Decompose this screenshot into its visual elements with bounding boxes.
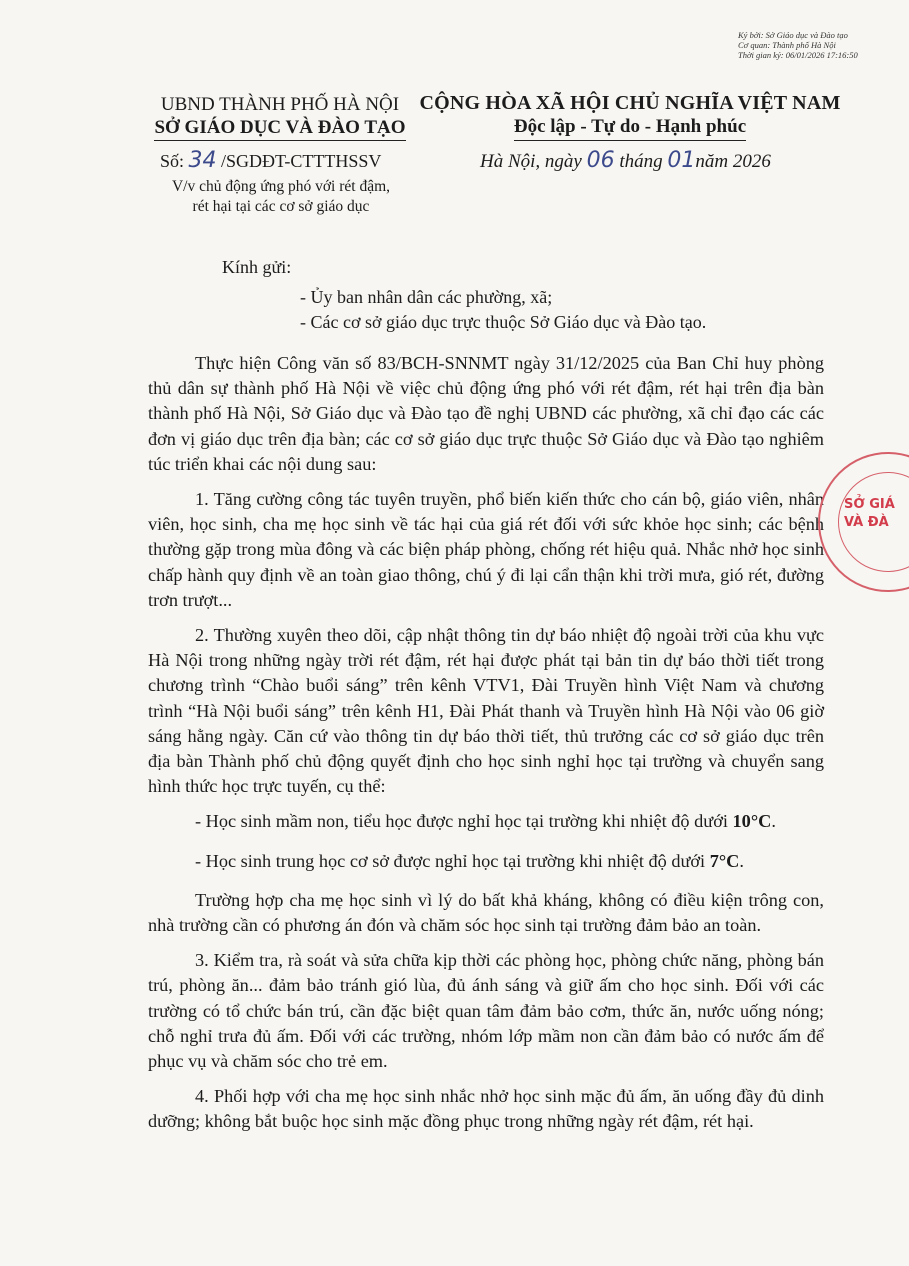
digital-signature-box xyxy=(738,30,903,60)
issuing-department: SỞ GIÁO DỤC VÀ ĐÀO TẠO xyxy=(154,116,405,141)
issuer-header xyxy=(150,94,410,141)
item-1-paragraph: 1. Tăng cường công tác tuyên truyền, phổ biến kiến thức cho cán bộ, giáo viên, nhân viên, học sinh, cha mẹ học sinh về tác hại của giá rét đối với sức khỏe học sinh; các bệnh thường gặp trong mùa đông và các biện pháp phòng, chống rét hiệu quả. Nhắc nhở học sinh chấp hành quy định về an toàn giao thông, chú ý đi lại cẩn thận khi trời mưa, gió rét, đường trơn trượt... xyxy=(148,489,824,610)
bullet-1-temperature: 10°C xyxy=(732,811,772,832)
bullet-1-text: - Học sinh mầm non, tiểu học được nghỉ học tại trường khi nhiệt độ dưới xyxy=(195,811,728,832)
bullet-2-temperature: 7°C xyxy=(709,850,740,871)
stamp-text xyxy=(844,496,895,532)
issuing-agency: UBND THÀNH PHỐ HÀ NỘI xyxy=(160,94,400,115)
doc-number-suffix: /SGDĐT-CTTTHSSV xyxy=(221,151,382,171)
document-number xyxy=(160,150,381,172)
bullet-2-text: - Học sinh trung học cơ sở được nghỉ học tại trường khi nhiệt độ dưới xyxy=(195,850,706,871)
recipient-label: Kính gửi: xyxy=(222,257,292,277)
stamp-line-2: VÀ ĐÀ xyxy=(844,515,889,530)
item-2-paragraph: 2. Thường xuyên theo dõi, cập nhật thông tin dự báo nhiệt độ ngoài trời của khu vực Hà Nội trong những ngày trời rét đậm, rét hại được phát tại bản tin dự báo thời tiết trong chương trình “Chào buổi sáng” trên kênh VTV1, Đài Truyền hình Việt Nam và chương trình “Hà Nội buổi sáng” trên kênh H1, Đài Phát thanh và Truyền hình Hà Nội vào 06 giờ sáng hằng ngày. Căn cứ vào thông tin dự báo thời tiết, thủ trưởng các cơ sở giáo dục trên địa bàn Thành phố chủ động quyết định cho học sinh nghỉ học tại trường và chuyển sang hình thức học trực tuyến, cụ thể: xyxy=(148,625,824,797)
national-header xyxy=(418,92,842,141)
bullet-preschool-primary: - Học sinh mầm non, tiểu học được nghỉ học tại trường khi nhiệt độ dưới 10°C. xyxy=(195,811,776,832)
signature-signer: Ký bởi: Sở Giáo dục và Đào tạo xyxy=(738,30,848,40)
signature-time: Thời gian ký: 06/01/2026 17:16:50 xyxy=(738,50,858,60)
date-day-handwritten: 06 xyxy=(586,148,615,173)
item-4-paragraph: 4. Phối hợp với cha mẹ học sinh nhắc nhở học sinh mặc đủ ấm, ăn uống đầy đủ dinh dưỡng; không bắt buộc học sinh mặc đồng phục trong những ngày rét đậm, rét hại. xyxy=(148,1086,824,1132)
date-month-handwritten: 01 xyxy=(667,148,696,173)
recipient-item: - Các cơ sở giáo dục trực thuộc Sở Giáo dục và Đào tạo. xyxy=(300,312,707,332)
item-3-paragraph: 3. Kiểm tra, rà soát và sửa chữa kịp thời các phòng học, phòng chức năng, phòng bán trú, phòng ăn... đảm bảo tránh gió lùa, đủ ánh sáng và giữ ấm cho học sinh. Đối với các trường có tổ chức bán trú, cần đặc biệt quan tâm đảm bảo cơm, thức ăn, nước uống nóng; chỗ nghỉ trưa đủ ấm. Đối với các trường, nhóm lớp mầm non cần đảm bảo có nước ấm để phục vụ và chăm sóc cho trẻ em. xyxy=(148,950,824,1072)
doc-number-prefix: Số: xyxy=(160,151,185,171)
date-month-label: tháng xyxy=(619,151,663,172)
recipient-item: - Ủy ban nhân dân các phường, xã; xyxy=(300,287,553,307)
subject-line-1: V/v chủ động ứng phó với rét đậm, xyxy=(171,178,391,195)
intro-paragraph: Thực hiện Công văn số 83/BCH-SNNMT ngày 31/12/2025 của Ban Chỉ huy phòng thủ dân sự thành phố Hà Nội về việc chủ động ứng phó với rét đậm, rét hại trên địa bàn thành phố Hà Nội, Sở Giáo dục và Đào tạo đề nghị UBND các phường, xã chỉ đạo các các đơn vị giáo dục trên địa bàn; các cơ sở giáo dục trực thuộc Sở Giáo dục và Đào tạo nghiêm túc triển khai các nội dung sau: xyxy=(148,353,824,474)
note-paragraph: Trường hợp cha mẹ học sinh vì lý do bất khả kháng, không có điều kiện trông con, nhà trường cần có phương án đón và chăm sóc học sinh tại trường đảm bảo an toàn. xyxy=(148,889,824,936)
doc-number-handwritten: 34 xyxy=(188,148,217,173)
document-subject xyxy=(150,177,412,217)
nation-title: CỘNG HÒA XÃ HỘI CHỦ NGHĨA VIỆT NAM xyxy=(419,92,841,114)
stamp-line-1: SỞ GIÁ xyxy=(844,497,895,512)
official-seal-stamp xyxy=(818,452,909,592)
date-line xyxy=(480,150,771,173)
recipient-list xyxy=(300,285,706,335)
date-year: năm 2026 xyxy=(695,151,771,172)
national-motto: Độc lập - Tự do - Hạnh phúc xyxy=(514,114,746,141)
subject-line-2: rét hại tại các cơ sở giáo dục xyxy=(192,198,370,215)
date-prefix: Hà Nội, ngày xyxy=(480,151,582,172)
bullet-secondary: - Học sinh trung học cơ sở được nghỉ học tại trường khi nhiệt độ dưới 7°C. xyxy=(195,850,744,871)
document-body xyxy=(148,351,824,1145)
signature-agency: Cơ quan: Thành phố Hà Nội xyxy=(738,40,836,50)
